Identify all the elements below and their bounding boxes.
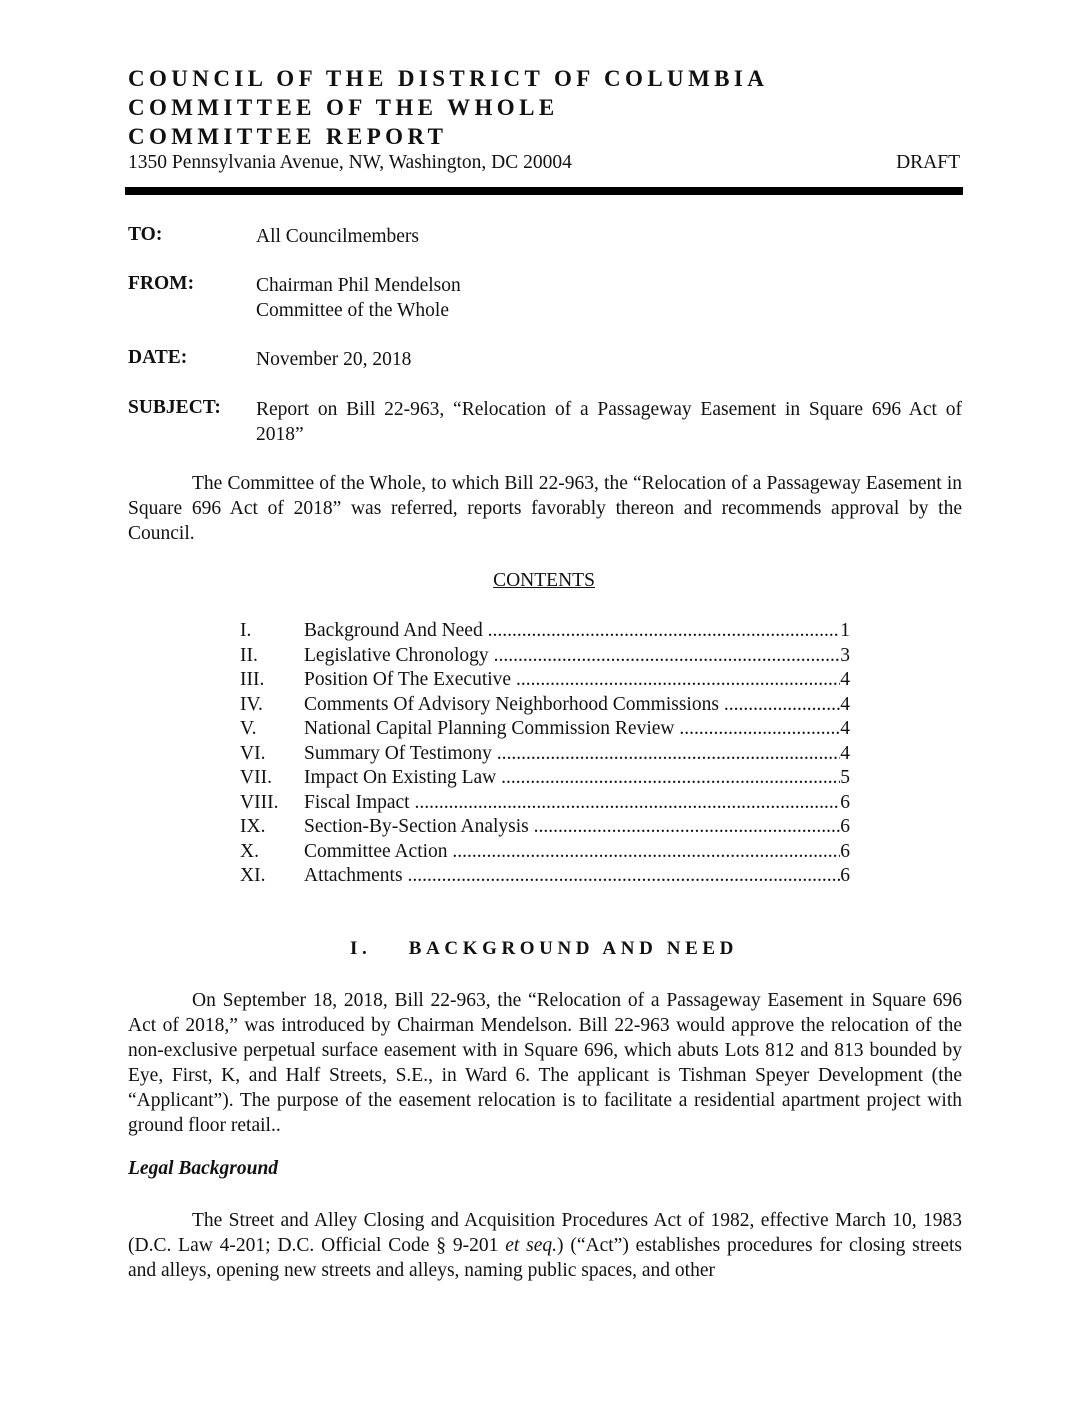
toc-number: X. (240, 840, 259, 862)
toc-number: III. (240, 669, 265, 690)
legal-text-part2: ) (“Act”) establishes procedures for closing streets and alleys, opening new streets and alleys, naming public spaces, and other (128, 1235, 962, 1281)
toc-title: Section-By-Section Analysis ..... (304, 816, 840, 838)
toc-row (240, 816, 850, 841)
subject-label: SUBJECT: (128, 397, 221, 418)
toc-title: Background And Need ..... (304, 620, 840, 642)
toc-row (240, 718, 850, 743)
report-title: COMMITTEE REPORT (128, 124, 448, 149)
legal-text-part1: The Street and Alley Closing and Acquisition Procedures Act of 1982, effective March 10, 1983 (D.C. Law 4-201; D.C. Official Code § 9-201 (128, 1210, 962, 1256)
to-label: TO: (128, 224, 163, 245)
toc-title: Legislative Chronology ..... (304, 645, 840, 667)
toc-row (240, 669, 850, 694)
toc-row (240, 743, 850, 768)
committee-title: COMMITTEE OF THE WHOLE (128, 95, 559, 120)
background-paragraph: On September 18, 2018, Bill 22-963, the “Relocation of a Passageway Easement in Square 696 Act of 2018,” was introduced by Chairman Mendelson. Bill 22-963 would approve the relocation of the non-exclusive perpetual surface easement with in Square 696, which abuts Lots 812 and 813 bounded by Eye, First, K, and Half Streets, S.E., in Ward 6. The applicant is Tishman Speyer Development (the “Applicant”). The purpose of the easement relocation is to facilitate a residential apartment project with ground floor retail.. (128, 990, 962, 1136)
toc-page-number: 4 (840, 669, 850, 690)
toc-page-number: 4 (840, 718, 850, 739)
toc-title: Position Of The Executive ..... (304, 669, 840, 691)
toc-row (240, 694, 850, 719)
toc-page-number: 6 (840, 816, 850, 837)
toc-number: I. (240, 620, 252, 641)
toc-number: VIII. (240, 791, 279, 813)
toc-page-number: 3 (840, 644, 850, 666)
date-value: November 20, 2018 (256, 349, 412, 370)
legal-text-italic: et seq. (505, 1235, 558, 1256)
toc-title: Committee Action ..... (304, 841, 840, 863)
legal-background-heading: Legal Background (128, 1158, 279, 1179)
toc-page-number: 6 (840, 791, 850, 813)
toc-page-number: 1 (840, 620, 850, 641)
toc-title: Summary Of Testimony ..... (304, 743, 840, 765)
toc-page-number: 5 (840, 767, 850, 788)
to-value: All Councilmembers (256, 226, 420, 247)
toc-number: IX. (240, 816, 266, 837)
toc-number: V. (240, 718, 257, 739)
toc-row (240, 792, 850, 817)
toc-title: Comments Of Advisory Neighborhood Commissions ..... (304, 694, 840, 716)
draft-label: DRAFT (896, 152, 960, 173)
toc-title: Impact On Existing Law ..... (304, 767, 840, 789)
toc-page-number: 6 (840, 840, 850, 862)
toc-number: II. (240, 644, 258, 666)
toc-row (240, 865, 850, 890)
header-rule (125, 187, 963, 195)
toc-number: VII. (240, 767, 272, 788)
toc-row (240, 767, 850, 792)
from-label: FROM: (128, 273, 195, 294)
from-value-name: Chairman Phil Mendelson (256, 275, 461, 296)
toc-page-number: 4 (840, 693, 850, 715)
subject-value: Report on Bill 22-963, “Relocation of a Passageway Easement in Square 696 Act of 2018” (256, 399, 962, 445)
toc-title: Attachments ..... (304, 865, 840, 887)
legal-background-paragraph (128, 1208, 962, 1283)
contents-title: CONTENTS (493, 570, 595, 591)
toc-title: Fiscal Impact ..... (304, 792, 840, 814)
toc-number: XI. (240, 865, 266, 886)
toc-number: IV. (240, 693, 263, 715)
council-title: COUNCIL OF THE DISTRICT OF COLUMBIA (128, 66, 769, 91)
address: 1350 Pennsylvania Avenue, NW, Washington, DC 20004 (128, 152, 572, 173)
toc-title: National Capital Planning Commission Review ..... (304, 718, 840, 740)
toc-page-number: 6 (840, 865, 850, 886)
intro-paragraph: The Committee of the Whole, to which Bill 22-963, the “Relocation of a Passageway Easement in Square 696 Act of 2018” was referred, reports favorably thereon and recommends approval by the Council. (128, 473, 962, 544)
section-heading: I. BACKGROUND AND NEED (350, 938, 738, 959)
toc-row (240, 841, 850, 866)
toc-row (240, 645, 850, 670)
toc-row (240, 620, 850, 645)
toc-page-number: 4 (840, 742, 850, 764)
date-label: DATE: (128, 347, 188, 368)
toc-number: VI. (240, 742, 266, 764)
from-value-committee: Committee of the Whole (256, 300, 449, 321)
table-of-contents (240, 620, 850, 890)
